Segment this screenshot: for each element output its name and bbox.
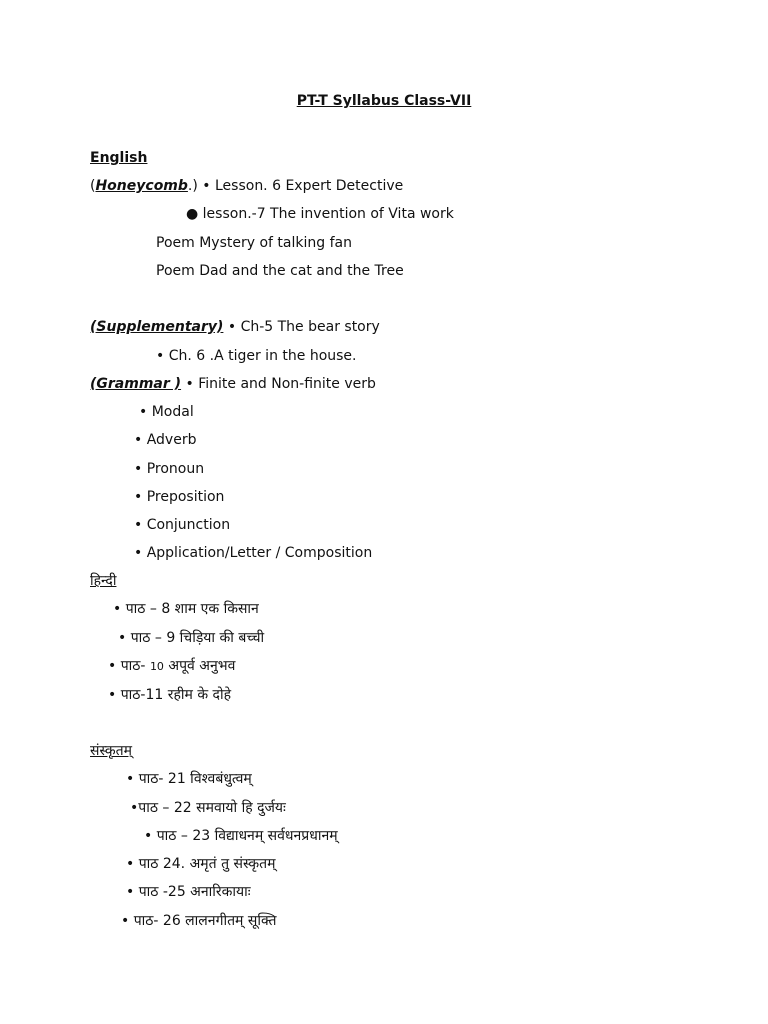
supplementary-ch5: • Ch-5 The bear story [223,319,380,335]
grammar-item-preposition: • Preposition [134,489,225,505]
hindi-item-10-prefix: • पाठ- [108,658,150,674]
supplementary-label: (Supplementary) [90,319,224,335]
sanskrit-item-25: • पाठ -25 अनारिकायाः [126,884,251,900]
grammar-finite: • Finite and Non-finite verb [181,376,376,392]
honeycomb-open: ( [90,178,96,194]
sanskrit-item-21: • पाठ- 21 विश्वबंधुत्वम् [126,771,252,787]
supplementary-ch6: • Ch. 6 .A tiger in the house. [156,348,357,364]
grammar-item-adverb: • Adverb [134,432,197,448]
grammar-item-modal: • Modal [139,404,194,420]
hindi-item-10-title: अपूर्व अनुभव [163,658,236,674]
honeycomb-book: Honeycomb [95,178,188,194]
poem-mystery: Poem Mystery of talking fan [156,235,352,251]
hindi-item-11: • पाठ-11 रहीम के दोहे [108,687,232,703]
sanskrit-item-26: • पाठ- 26 लालनगीतम् सूक्ति [121,913,277,929]
honeycomb-lesson6: .) • Lesson. 6 Expert Detective [187,178,404,194]
lesson-7: ● lesson.-7 The invention of Vita work [186,206,454,222]
grammar-item-pronoun: • Pronoun [134,461,205,477]
grammar-item-application: • Application/Letter / Composition [134,545,373,561]
grammar-line [90,375,376,393]
honeycomb-line [90,177,403,195]
hindi-item-9: • पाठ – 9 चिड़िया की बच्ची [118,630,265,646]
supplementary-line [90,318,380,336]
hindi-heading: हिन्दी [90,573,117,589]
hindi-item-10 [108,657,235,676]
sanskrit-item-23: • पाठ – 23 विद्याधनम् सर्वधनप्रधानम् [144,828,338,844]
sanskrit-heading: संस्कृतम् [90,743,133,759]
sanskrit-item-24: • पाठ 24. अमृतं तु संस्कृतम् [126,856,276,872]
grammar-item-conjunction: • Conjunction [134,517,231,533]
poem-dad: Poem Dad and the cat and the Tree [156,263,404,279]
sanskrit-item-22: •पाठ – 22 समवायो हि दुर्जयः [130,800,286,816]
english-heading: English [90,150,148,166]
hindi-item-10-number: 10 [149,660,164,673]
grammar-label: (Grammar ) [90,376,182,392]
page-title: PT-T Syllabus Class-VII [296,93,472,109]
hindi-item-8: • पाठ – 8 शाम एक किसान [113,601,259,617]
